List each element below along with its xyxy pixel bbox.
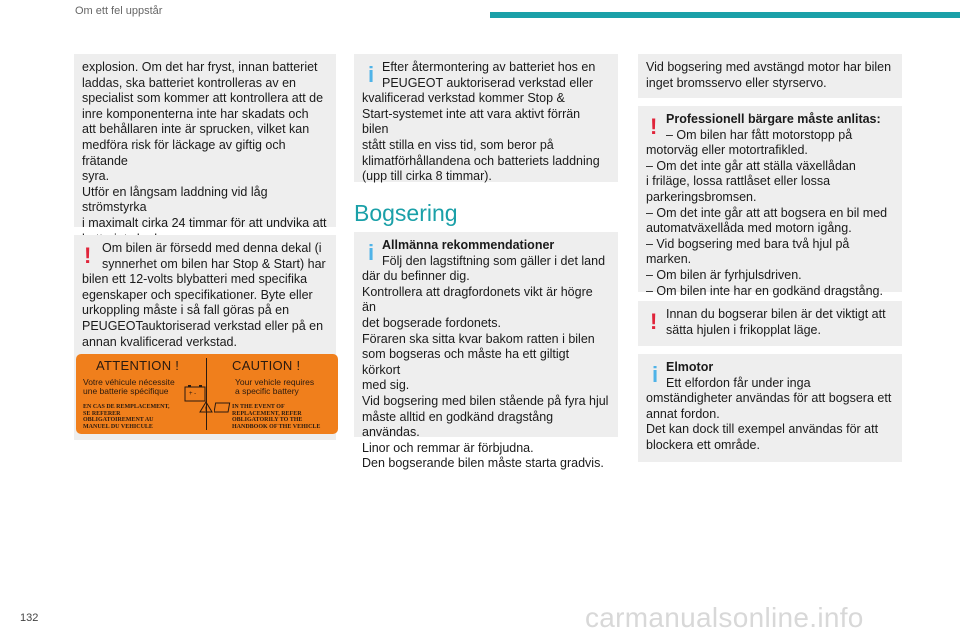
- text-line: kvalificerad verkstad kommer Stop &: [362, 91, 565, 106]
- text-line: omständigheter användas för att bogsera ett: [646, 391, 892, 406]
- text-line: – Om bilen är fyrhjulsdriven.: [646, 267, 802, 282]
- box-title: Professionell bärgare måste anlitas:: [666, 112, 881, 126]
- text-line: Utför en långsam laddning vid låg strömstyrka: [82, 184, 268, 215]
- warning-icon: !: [650, 114, 658, 139]
- text-line: Föraren ska sitta kvar bakom ratten i bilen: [362, 331, 595, 346]
- text-line: motorväg eller motortrafikled.: [646, 143, 808, 158]
- text-line: Om bilen är försedd med denna dekal (i: [102, 241, 322, 255]
- text-line: – Vid bogsering med bara två hjul på marken.: [646, 236, 850, 267]
- battery-sticker-image: [76, 354, 338, 434]
- text-line: – Om bilen har fått motorstopp på: [666, 127, 853, 142]
- text-line: med sig.: [362, 378, 410, 393]
- text-line: som bogseras och måste ha ett giltigt körkort: [362, 347, 570, 377]
- text-line: Ett elfordon får under inga: [666, 375, 811, 390]
- battery-note-box: [74, 54, 336, 230]
- text-line: egenskaper och specifikationer. Byte eller: [82, 287, 313, 302]
- info-icon: i: [368, 240, 375, 265]
- engine-off-note-box: [638, 54, 902, 98]
- text-line: – Om det inte går att ställa växellådan: [646, 158, 856, 173]
- info-icon: i: [652, 362, 659, 387]
- stop-start-info-box: [354, 54, 618, 182]
- text-line: Vid bogsering med avstängd motor har bilen: [646, 60, 892, 74]
- svg-text:+ -: + -: [189, 391, 197, 397]
- text-line: att behållaren inte är sprucken, vilket kan: [82, 122, 310, 137]
- page-number: 132: [20, 612, 39, 624]
- info-icon: i: [368, 62, 375, 87]
- text-line: annat fordon.: [646, 406, 720, 421]
- sticker-fr-small: Votre véhicule nécessite une batterie spécifique: [83, 377, 175, 396]
- warning-icon: !: [84, 243, 92, 268]
- text-line: Innan du bogserar bilen är det viktigt att: [666, 307, 886, 321]
- battery-icon: [184, 384, 206, 402]
- text-line: (upp till cirka 8 timmar).: [362, 169, 492, 184]
- text-line: PEUGEOTauktoriserad verkstad eller på en: [82, 318, 324, 333]
- text-line: parkeringsbromsen.: [646, 189, 757, 204]
- sticker-attention: ATTENTION !: [96, 358, 180, 373]
- sticker-fr-notice: EN CAS DE REMPLACEMENT, SE REFERER OBLIGATOIREMENT AU MANUEL DU VEHICULE: [83, 404, 170, 430]
- watermark: carmanualsonline.info: [585, 602, 864, 633]
- text-line: annan kvalificerad verkstad.: [82, 334, 237, 349]
- warning-triangle-icon: [199, 401, 213, 413]
- book-icon: [214, 401, 232, 413]
- text-line: Linor och remmar är förbjudna.: [362, 440, 534, 455]
- text-line: sätta hjulen i frikopplat läge.: [666, 322, 821, 337]
- box-title: Elmotor: [666, 360, 714, 374]
- text-line: klimatförhållandena och batteriets laddning: [362, 153, 600, 168]
- text-line: Start-systemet inte att vara aktivt förrän bilen: [362, 106, 581, 137]
- warning-icon: !: [650, 309, 658, 334]
- section-title: Bogsering: [354, 200, 458, 226]
- sticker-en-small: Your vehicle requires a specific battery: [235, 377, 315, 396]
- text-line: Efter återmontering av batteriet hos en: [382, 60, 596, 74]
- text-line: där du befinner dig.: [362, 269, 470, 284]
- text-line: Följ den lagstiftning som gäller i det land: [382, 253, 606, 268]
- text-line: inget bromsservo eller styrservo.: [646, 75, 827, 90]
- text-line: urkoppling måste i så fall göras på en: [82, 303, 290, 318]
- text-line: – Om det inte går att att bogsera en bil med: [646, 205, 888, 220]
- text-line: Kontrollera att dragfordonets vikt är högre än: [362, 284, 593, 315]
- text-line: Den bogserande bilen måste starta gradvis.: [362, 456, 604, 471]
- text-line: stått stilla en viss tid, som beror på: [362, 137, 554, 152]
- text-line: inre komponenterna inte har skadats och: [82, 106, 309, 121]
- box-title: Allmänna rekommendationer: [382, 238, 555, 252]
- text-line: explosion. Om det har fryst, innan batteriet: [82, 60, 318, 74]
- text-line: Vid bogsering med bilen stående på fyra hjul: [362, 393, 609, 408]
- sticker-en-notice: IN THE EVENT OF REPLACEMENT, REFER OBLIGATORILY TO THE HANDBOOK OF THE VEHICLE: [232, 404, 321, 430]
- towing-recommendations-box: [354, 232, 618, 471]
- electric-motor-info-box: [638, 354, 902, 462]
- svg-text:!: !: [204, 407, 207, 413]
- running-header: Om ett fel uppstår: [75, 5, 163, 17]
- text-line: i friläge, lossa rattlåset eller lossa: [646, 174, 831, 189]
- text-line: automatväxellåda med motorn igång.: [646, 221, 852, 236]
- text-line: det bogserade fordonets.: [362, 315, 501, 330]
- sticker-caution: CAUTION !: [232, 358, 301, 373]
- text-line: bilen ett 12-volts blybatteri med specifika: [82, 272, 308, 287]
- text-line: PEUGEOT auktoriserad verkstad eller: [382, 75, 593, 90]
- text-line: blockera ett område.: [646, 437, 760, 452]
- text-line: måste alltid en godkänd dragstång användas.: [362, 409, 554, 440]
- professional-towing-box: [638, 106, 902, 298]
- text-line: i maximalt cirka 24 timmar för att undvika att: [82, 215, 327, 230]
- header-accent-bar: [490, 12, 960, 18]
- text-line: laddas, ska batteriet kontrolleras av en: [82, 75, 297, 90]
- text-line: medföra risk för läckage av giftig och frätande: [82, 137, 286, 168]
- text-line: – Om bilen inte har en godkänd dragstång.: [646, 283, 883, 298]
- freewheel-warning-box: [638, 301, 902, 346]
- text-line: Det kan dock till exempel användas för att: [646, 422, 879, 437]
- text-line: specialist som kommer att kontrollera att de: [82, 91, 324, 106]
- text-line: syra.: [82, 169, 110, 184]
- text-line: synnerhet om bilen har Stop & Start) har: [102, 256, 326, 271]
